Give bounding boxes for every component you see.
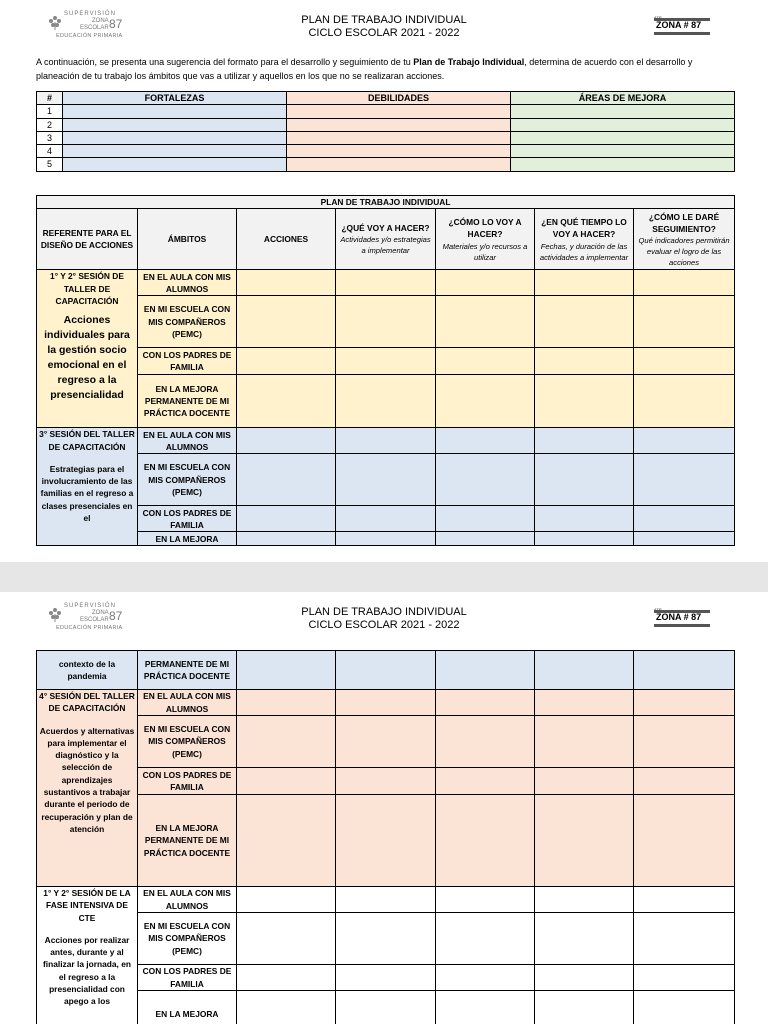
ambito-padres: CON LOS PADRES DE FAMILIA bbox=[138, 506, 237, 532]
table-row bbox=[37, 716, 735, 768]
plan-cell[interactable] bbox=[436, 768, 535, 795]
session-1-2-text: Acciones individuales para la gestión socio emocional en el regreso a la presencialidad bbox=[44, 314, 130, 402]
session-1-2-referente bbox=[37, 270, 138, 428]
fortaleza-cell[interactable] bbox=[63, 118, 287, 131]
table-row bbox=[37, 651, 735, 690]
plan-de-trabajo-table bbox=[36, 195, 735, 546]
debilidad-cell[interactable] bbox=[287, 145, 511, 158]
plan-cell[interactable] bbox=[634, 348, 735, 375]
logo-number-text: 87 bbox=[109, 17, 123, 31]
plan-cell[interactable] bbox=[336, 716, 436, 768]
ambito-escuela: EN MI ESCUELA CON MIS COMPAÑEROS (PEMC) bbox=[138, 716, 237, 768]
plan-cell[interactable] bbox=[237, 913, 336, 965]
plan-cell[interactable] bbox=[535, 690, 634, 716]
plan-cell[interactable] bbox=[336, 795, 436, 887]
plan-cell[interactable] bbox=[535, 795, 634, 887]
plan-cell[interactable] bbox=[436, 532, 535, 546]
ambito-mejora: EN LA MEJORA PERMANENTE DE MI PRÁCTICA DOCENTE bbox=[138, 795, 237, 887]
debilidad-cell[interactable] bbox=[287, 158, 511, 171]
plan-cell[interactable] bbox=[336, 768, 436, 795]
plan-header-row bbox=[37, 209, 735, 270]
plan-cell[interactable] bbox=[535, 506, 634, 532]
col-referente-header: REFERENTE PARA EL DISEÑO DE ACCIONES bbox=[37, 209, 138, 270]
logo-supervision-text: SUPERVISIÓN bbox=[64, 603, 116, 609]
plan-cell[interactable] bbox=[237, 348, 336, 375]
plan-cell[interactable] bbox=[237, 532, 336, 546]
plan-cell[interactable] bbox=[336, 690, 436, 716]
debilidad-cell[interactable] bbox=[287, 105, 511, 118]
plan-cell[interactable] bbox=[634, 454, 735, 506]
logo-number-text: 87 bbox=[109, 609, 123, 623]
plan-cell[interactable] bbox=[634, 768, 735, 795]
session-3-continued: contexto de la pandemia bbox=[37, 651, 138, 690]
session-1-2-title: 1° Y 2° SESIÓN DE TALLER DE CAPACITACIÓN bbox=[50, 271, 124, 306]
col-seguimiento-subtitle: Qué indicadores permitirán evaluar el logro de las acciones bbox=[638, 236, 730, 268]
col-acciones-header: ACCIONES bbox=[237, 209, 336, 270]
table-row bbox=[37, 270, 735, 296]
plan-cell[interactable] bbox=[237, 991, 336, 1024]
badge-bottom-bar bbox=[654, 32, 710, 35]
title-line-1: PLAN DE TRABAJO INDIVIDUAL bbox=[301, 606, 467, 618]
logo-education-text: EDUCACIÓN PRIMARIA bbox=[56, 33, 123, 39]
plan-title-row bbox=[37, 196, 735, 209]
plan-cell[interactable] bbox=[336, 428, 436, 454]
plan-cell[interactable] bbox=[237, 375, 336, 428]
plan-cell[interactable] bbox=[634, 887, 735, 913]
session-4-title: 4° SESIÓN DEL TALLER DE CAPACITACIÓN bbox=[39, 691, 135, 714]
plan-cell[interactable] bbox=[535, 913, 634, 965]
session-3-title: 3° SESIÓN DEL TALLER DE CAPACITACIÓN bbox=[39, 429, 135, 452]
plan-cell[interactable] bbox=[535, 965, 634, 991]
plan-cell[interactable] bbox=[436, 270, 535, 296]
plan-cell[interactable] bbox=[237, 651, 336, 690]
supervision-logo bbox=[46, 11, 126, 41]
debilidad-cell[interactable] bbox=[287, 118, 511, 131]
ambito-escuela: EN MI ESCUELA CON MIS COMPAÑEROS (PEMC) bbox=[138, 454, 237, 506]
page-title bbox=[250, 14, 518, 40]
plan-cell[interactable] bbox=[436, 716, 535, 768]
row-number: 2 bbox=[37, 118, 63, 131]
plan-cell[interactable] bbox=[436, 348, 535, 375]
table-row bbox=[37, 105, 735, 118]
plan-cell[interactable] bbox=[436, 991, 535, 1024]
plan-cell[interactable] bbox=[237, 965, 336, 991]
plan-table-title: PLAN DE TRABAJO INDIVIDUAL bbox=[37, 196, 735, 209]
ambito-padres: CON LOS PADRES DE FAMILIA bbox=[138, 965, 237, 991]
plan-cell[interactable] bbox=[436, 506, 535, 532]
col-que-title: ¿QUÉ VOY A HACER? bbox=[341, 223, 430, 234]
cte-title: 1° Y 2° SESIÓN DE LA FASE INTENSIVA DE CTE bbox=[43, 888, 131, 923]
plan-cell[interactable] bbox=[237, 270, 336, 296]
fortaleza-cell[interactable] bbox=[63, 145, 287, 158]
table-row bbox=[37, 913, 735, 965]
fortalezas-debilidades-table bbox=[36, 91, 735, 172]
col-que-header bbox=[336, 209, 436, 270]
fortaleza-cell[interactable] bbox=[63, 158, 287, 171]
plan-cell[interactable] bbox=[634, 795, 735, 887]
plan-cell[interactable] bbox=[237, 454, 336, 506]
plan-cell[interactable] bbox=[535, 716, 634, 768]
debilidad-cell[interactable] bbox=[287, 131, 511, 144]
logo-zona-text: ZONA bbox=[92, 18, 109, 24]
plan-cell[interactable] bbox=[535, 768, 634, 795]
table-row bbox=[37, 965, 735, 991]
plan-cell[interactable] bbox=[436, 795, 535, 887]
plan-cell[interactable] bbox=[436, 375, 535, 428]
logo-supervision-text: SUPERVISIÓN bbox=[64, 11, 116, 17]
table-row bbox=[37, 348, 735, 375]
plan-cell[interactable] bbox=[436, 913, 535, 965]
area-mejora-cell[interactable] bbox=[511, 131, 735, 144]
col-como-header bbox=[436, 209, 535, 270]
plan-cell[interactable] bbox=[634, 965, 735, 991]
plan-cell[interactable] bbox=[634, 651, 735, 690]
plan-cell[interactable] bbox=[535, 348, 634, 375]
plan-cell[interactable] bbox=[436, 651, 535, 690]
col-tiempo-header bbox=[535, 209, 634, 270]
plan-cell[interactable] bbox=[336, 887, 436, 913]
intro-text-after: , determina de acuerdo con el desarrollo y planeación de tu trabajo los ámbitos que vas a utilizar y aquellos en los que no se realizaran acciones. bbox=[36, 57, 693, 81]
plan-cell[interactable] bbox=[336, 506, 436, 532]
session-3-referente bbox=[37, 428, 138, 546]
plan-cell[interactable] bbox=[336, 375, 436, 428]
session-4-text: Acuerdos y alternativas para implementar el diagnóstico y la selección de aprendizajes sustantivos a trabajar durante el periodo de recuperación y plan de atención bbox=[39, 725, 135, 834]
table-row bbox=[37, 145, 735, 158]
badge-text: ZONA # 87 bbox=[656, 20, 702, 30]
session-4-referente bbox=[37, 690, 138, 887]
table-header-row bbox=[37, 92, 735, 105]
col-fortalezas-header: FORTALEZAS bbox=[63, 92, 287, 105]
table-row bbox=[37, 375, 735, 428]
plan-cell[interactable] bbox=[634, 991, 735, 1024]
col-tiempo-subtitle: Fechas, y duración de las actividades a implementar bbox=[539, 241, 629, 262]
logo-education-text: EDUCACIÓN PRIMARIA bbox=[56, 625, 123, 631]
ambito-padres: CON LOS PADRES DE FAMILIA bbox=[138, 768, 237, 795]
plan-cell[interactable] bbox=[535, 375, 634, 428]
row-number: 5 bbox=[37, 158, 63, 171]
plan-cell[interactable] bbox=[336, 991, 436, 1024]
ambito-padres: CON LOS PADRES DE FAMILIA bbox=[138, 348, 237, 375]
title-line-2: CICLO ESCOLAR 2021 - 2022 bbox=[308, 619, 460, 631]
plan-cell[interactable] bbox=[634, 428, 735, 454]
plan-cell[interactable] bbox=[535, 270, 634, 296]
plan-cell[interactable] bbox=[336, 651, 436, 690]
plan-cell[interactable] bbox=[436, 965, 535, 991]
plan-cell[interactable] bbox=[336, 270, 436, 296]
intro-bold: Plan de Trabajo Individual bbox=[413, 57, 525, 67]
plan-cell[interactable] bbox=[634, 270, 735, 296]
fortaleza-cell[interactable] bbox=[63, 131, 287, 144]
document-page-2 bbox=[0, 592, 768, 1024]
area-mejora-cell[interactable] bbox=[511, 118, 735, 131]
table-row bbox=[37, 428, 735, 454]
page-header bbox=[0, 592, 768, 642]
col-number-header: # bbox=[37, 92, 63, 105]
badge-text: ZONA # 87 bbox=[656, 612, 702, 622]
col-que-subtitle: Actividades y/o estrategias a implementar bbox=[340, 235, 431, 256]
plan-cell[interactable] bbox=[535, 296, 634, 348]
supervision-logo bbox=[46, 603, 126, 633]
plan-cell[interactable] bbox=[634, 690, 735, 716]
plan-cell[interactable] bbox=[634, 532, 735, 546]
col-seguimiento-title: ¿CÓMO LE DARÉ SEGUIMIENTO? bbox=[648, 211, 720, 234]
plan-cell[interactable] bbox=[535, 991, 634, 1024]
area-mejora-cell[interactable] bbox=[511, 105, 735, 118]
plan-cell[interactable] bbox=[634, 296, 735, 348]
plan-cell[interactable] bbox=[237, 296, 336, 348]
zona-badge bbox=[654, 15, 710, 37]
plan-cell[interactable] bbox=[336, 454, 436, 506]
plan-cell[interactable] bbox=[237, 506, 336, 532]
plan-cell[interactable] bbox=[336, 913, 436, 965]
plan-cell[interactable] bbox=[336, 965, 436, 991]
plan-cell[interactable] bbox=[237, 887, 336, 913]
plan-cell[interactable] bbox=[535, 428, 634, 454]
row-number: 4 bbox=[37, 145, 63, 158]
table-row bbox=[37, 131, 735, 144]
col-como-title: ¿CÓMO LO VOY A HACER? bbox=[448, 217, 522, 240]
zona-badge bbox=[654, 607, 710, 629]
table-row bbox=[37, 690, 735, 716]
table-row bbox=[37, 887, 735, 913]
leaf-logo-icon bbox=[46, 13, 64, 31]
col-seguimiento-header bbox=[634, 209, 735, 270]
table-row bbox=[37, 795, 735, 887]
title-line-1: PLAN DE TRABAJO INDIVIDUAL bbox=[301, 14, 467, 26]
table-row bbox=[37, 296, 735, 348]
plan-cell[interactable] bbox=[436, 296, 535, 348]
plan-cell[interactable] bbox=[634, 716, 735, 768]
table-row bbox=[37, 991, 735, 1024]
ambito-mejora-part-1: EN LA MEJORA bbox=[138, 991, 237, 1024]
plan-cell[interactable] bbox=[237, 690, 336, 716]
plan-cell[interactable] bbox=[237, 428, 336, 454]
ambito-aula: EN EL AULA CON MIS ALUMNOS bbox=[138, 428, 237, 454]
cte-referente bbox=[37, 887, 138, 1024]
table-row bbox=[37, 158, 735, 171]
intro-paragraph bbox=[36, 55, 736, 83]
table-row bbox=[37, 118, 735, 131]
ambito-aula: EN EL AULA CON MIS ALUMNOS bbox=[138, 270, 237, 296]
row-number: 1 bbox=[37, 105, 63, 118]
fortaleza-cell[interactable] bbox=[63, 105, 287, 118]
table-row bbox=[37, 506, 735, 532]
plan-cell[interactable] bbox=[436, 887, 535, 913]
col-areas-header: ÁREAS DE MEJORA bbox=[511, 92, 735, 105]
ambito-mejora: EN LA MEJORA PERMANENTE DE MI PRÁCTICA DOCENTE bbox=[138, 375, 237, 428]
col-debilidades-header: DEBILIDADES bbox=[287, 92, 511, 105]
badge-bottom-bar bbox=[654, 624, 710, 627]
page-title bbox=[250, 606, 518, 632]
plan-cell[interactable] bbox=[535, 454, 634, 506]
session-3-text: Estrategias para el involucramiento de las familias en el regreso a clases presenciales en el bbox=[40, 463, 134, 524]
plan-cell[interactable] bbox=[634, 375, 735, 428]
table-row bbox=[37, 768, 735, 795]
ambito-escuela: EN MI ESCUELA CON MIS COMPAÑEROS (PEMC) bbox=[138, 913, 237, 965]
ambito-mejora-part-2: PERMANENTE DE MI PRÁCTICA DOCENTE bbox=[138, 651, 237, 690]
ambito-aula: EN EL AULA CON MIS ALUMNOS bbox=[138, 887, 237, 913]
cte-text: Acciones por realizar antes, durante y al finalizar la jornada, en el regreso a la presencialidad con apego a los bbox=[43, 934, 131, 1007]
plan-cell[interactable] bbox=[535, 532, 634, 546]
col-ambitos-header: ÁMBITOS bbox=[138, 209, 237, 270]
plan-cell[interactable] bbox=[336, 348, 436, 375]
plan-cell[interactable] bbox=[436, 454, 535, 506]
plan-cell[interactable] bbox=[436, 690, 535, 716]
row-number: 3 bbox=[37, 131, 63, 144]
table-row bbox=[37, 454, 735, 506]
plan-cell[interactable] bbox=[634, 506, 735, 532]
plan-cell[interactable] bbox=[436, 428, 535, 454]
area-mejora-cell[interactable] bbox=[511, 145, 735, 158]
ambito-escuela: EN MI ESCUELA CON MIS COMPAÑEROS (PEMC) bbox=[138, 296, 237, 348]
logo-escolar-text: ESCOLAR bbox=[80, 25, 109, 31]
leaf-logo-icon bbox=[46, 605, 64, 623]
intro-text-before: A continuación, se presenta una sugerencia del formato para el desarrollo y seguimiento de tu bbox=[36, 57, 414, 67]
title-line-2: CICLO ESCOLAR 2021 - 2022 bbox=[308, 27, 460, 39]
logo-zona-text: ZONA bbox=[92, 610, 109, 616]
col-tiempo-title: ¿EN QUÉ TIEMPO LO VOY A HACER? bbox=[541, 217, 627, 240]
table-row bbox=[37, 532, 735, 546]
plan-de-trabajo-table-continued bbox=[36, 650, 735, 1024]
ambito-aula: EN EL AULA CON MIS ALUMNOS bbox=[138, 690, 237, 716]
plan-cell[interactable] bbox=[237, 716, 336, 768]
area-mejora-cell[interactable] bbox=[511, 158, 735, 171]
page-header bbox=[0, 0, 768, 50]
ambito-mejora-part-1: EN LA MEJORA bbox=[138, 532, 237, 546]
plan-cell[interactable] bbox=[535, 651, 634, 690]
col-como-subtitle: Materiales y/o recursos a utilizar bbox=[442, 241, 528, 262]
plan-cell[interactable] bbox=[634, 913, 735, 965]
plan-cell[interactable] bbox=[535, 887, 634, 913]
plan-cell[interactable] bbox=[237, 768, 336, 795]
plan-cell[interactable] bbox=[336, 532, 436, 546]
plan-cell[interactable] bbox=[237, 795, 336, 887]
logo-escolar-text: ESCOLAR bbox=[80, 617, 109, 623]
plan-cell[interactable] bbox=[336, 296, 436, 348]
